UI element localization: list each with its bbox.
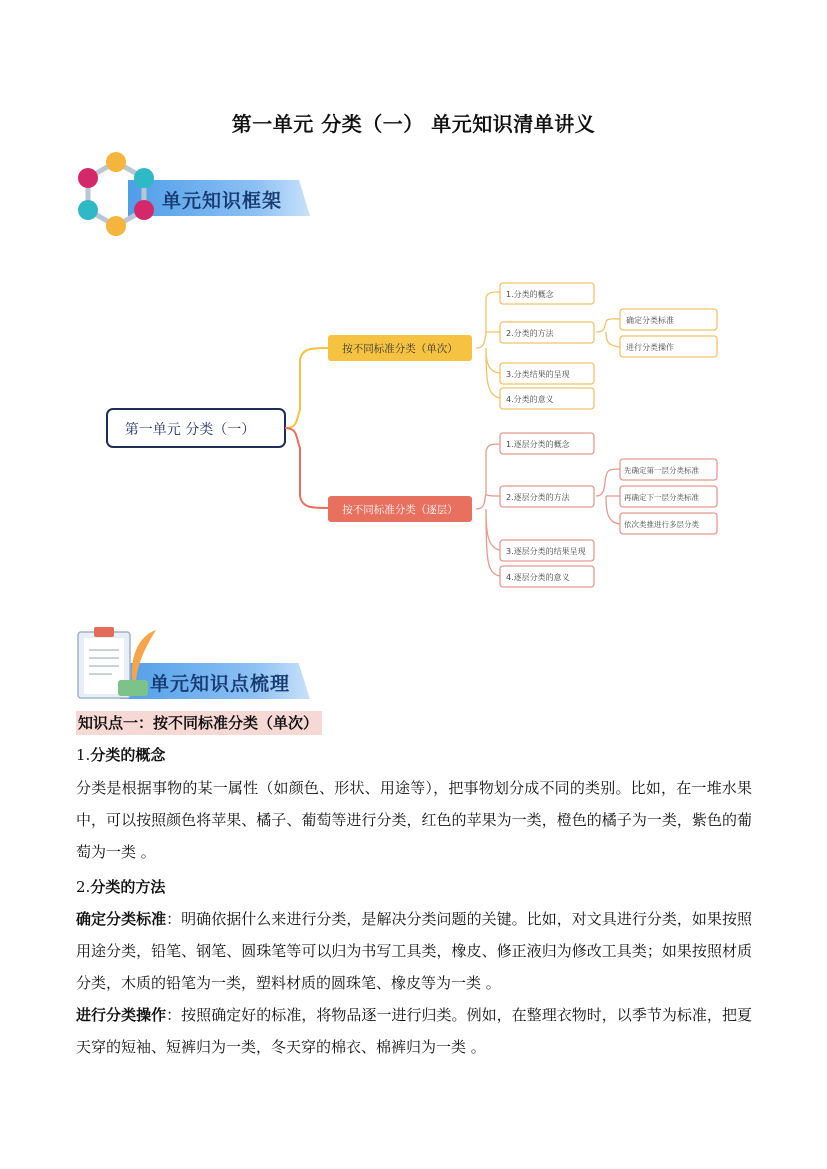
section-title: 分类的概念 — [90, 746, 166, 764]
section-number: 2. — [76, 878, 91, 896]
branch-b-sub-3: 依次类推进行多层分类 — [624, 520, 699, 529]
concept-paragraph: 分类是根据事物的某一属性（如颜色、形状、用途等），把事物划分成不同的类别。比如，在一堆水果中，可以按照颜色将苹果、橘子、葡萄等进行分类，红色的苹果为一类，橙色的橘子为一类，紫色的葡萄为一类 。 — [76, 779, 752, 861]
page-title: 第一单元 分类（一） 单元知识清单讲义 — [231, 112, 596, 136]
branch-a-sub-2: 进行分类操作 — [626, 343, 674, 352]
branch-b-sub-1: 先确定第一层分类标准 — [624, 466, 699, 475]
branch-b-item-4: 4.逐层分类的意义 — [506, 573, 570, 582]
branch-b-sub-2: 再确定下一层分类标准 — [624, 493, 699, 502]
branch-a-items — [500, 283, 594, 409]
branch-b-item-2: 2.逐层分类的方法 — [506, 493, 570, 502]
method-paragraph-operation — [76, 999, 752, 1063]
banner-framework-label: 单元知识框架 — [162, 190, 283, 212]
branch-a-label: 按不同标准分类（单次） — [342, 343, 458, 355]
mindmap — [0, 270, 827, 600]
term-standard: 确定分类标准 — [76, 910, 167, 928]
branch-a-item-2: 2.分类的方法 — [506, 329, 554, 338]
branch-a-item-3: 3.分类结果的呈现 — [506, 370, 570, 379]
section-banner-points — [76, 624, 316, 704]
branch-a-item-1: 1.分类的概念 — [506, 290, 554, 299]
standard-text: ：明确依据什么来进行分类，是解决分类问题的关键。比如，对文具进行分类，如果按照用途分类，铅笔、钢笔、圆珠笔等可以归为书写工具类，橡皮、修正液归为修改工具类；如果按照材质分类，木质的铅笔为一类，塑料材质的圆珠笔、橡皮等为一类 。 — [76, 910, 752, 992]
branch-b-items — [500, 433, 594, 587]
knowledge-point-heading: 知识点一：按不同标准分类（单次） — [76, 711, 322, 735]
branch-b-item-3: 3.逐层分类的结果呈现 — [506, 547, 586, 556]
molecule-icon — [76, 150, 160, 242]
branch-a-sub-1: 确定分类标准 — [626, 316, 674, 325]
section-heading-concept — [76, 744, 165, 765]
section-number: 1. — [76, 746, 91, 764]
operation-text: ：按照确定好的标准，将物品逐一进行归类。例如，在整理衣物时，以季节为标准，把夏天穿的短袖、短裤归为一类，冬天穿的棉衣、棉裤归为一类 。 — [76, 1006, 752, 1056]
section-title: 分类的方法 — [90, 878, 166, 896]
method-paragraph-standard — [76, 903, 752, 999]
branch-b-label: 按不同标准分类（逐层） — [342, 504, 458, 516]
term-operation: 进行分类操作 — [76, 1006, 167, 1024]
mindmap-root-label: 第一单元 分类（一） — [124, 422, 256, 438]
branch-a-item-4: 4.分类的意义 — [506, 395, 554, 404]
branch-b-item-1: 1.逐层分类的概念 — [506, 440, 570, 449]
section-heading-method — [76, 876, 165, 897]
section-banner-framework — [76, 150, 316, 250]
banner-points-label: 单元知识点梳理 — [150, 673, 291, 695]
clipboard-icon — [76, 624, 166, 702]
